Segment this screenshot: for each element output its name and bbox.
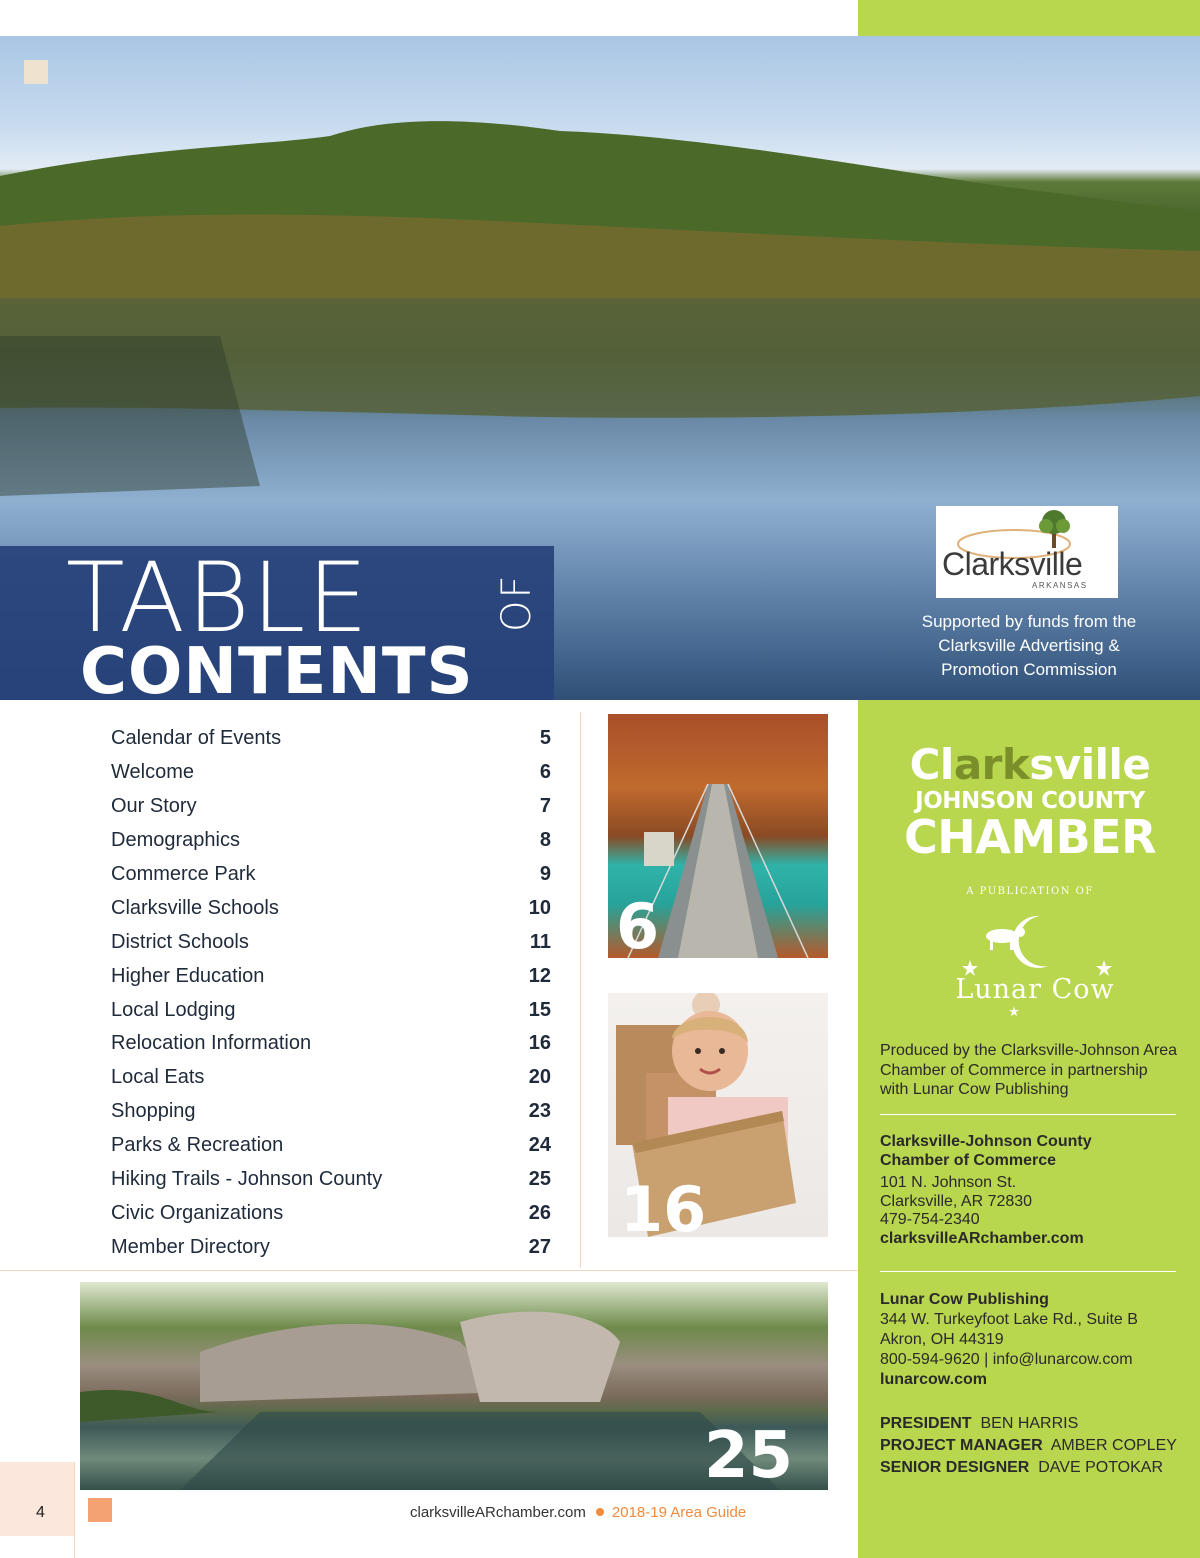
contents-item[interactable]	[111, 1196, 551, 1230]
contents-item[interactable]	[111, 1230, 551, 1264]
footer-divider	[74, 1462, 75, 1558]
chamber-logo-post: sville	[1029, 740, 1151, 789]
contents-item[interactable]	[111, 1129, 551, 1163]
chamber-logo	[880, 740, 1180, 864]
footer-square	[88, 1498, 112, 1522]
produced-by-text: Produced by the Clarksville-Johnson Area Chamber of Commerce in partnership with Lunar Cow Publishing	[880, 1042, 1178, 1098]
sponsor-logo-word: Clarksville	[942, 546, 1083, 582]
contents-label: Member Directory	[111, 1235, 270, 1258]
chamber-contact-web[interactable]: clarksvilleARchamber.com	[880, 1229, 1084, 1247]
title-of-text: OF	[494, 573, 540, 632]
chamber-logo-line1	[880, 742, 1180, 788]
contents-page: 23	[528, 1100, 551, 1123]
title-contents: CONTENTS	[80, 635, 474, 709]
contents-item[interactable]	[111, 1095, 551, 1129]
footer-corner-block	[0, 1462, 74, 1536]
rocks-water-photo[interactable]	[80, 1282, 828, 1490]
corner-marker	[24, 60, 48, 84]
contents-item[interactable]	[111, 756, 551, 790]
lunar-cow-icon	[944, 910, 1134, 1022]
contents-page: 27	[528, 1235, 551, 1258]
contents-item[interactable]	[111, 1061, 551, 1095]
contents-label: Our Story	[111, 795, 197, 818]
contents-page: 8	[539, 829, 551, 852]
staff-row	[880, 1457, 1180, 1479]
staff-role: SENIOR DESIGNER	[880, 1459, 1030, 1476]
contents-page: 26	[528, 1201, 551, 1224]
title-table: TABLE	[66, 542, 370, 654]
publisher-address2: Akron, OH 44319	[880, 1331, 1004, 1348]
staff-row	[880, 1413, 1180, 1435]
publication-of-label: A PUBLICATION OF	[966, 886, 1094, 897]
publisher-phone-email[interactable]: 800-594-9620 | info@lunarcow.com	[880, 1351, 1133, 1368]
chamber-contact-phone: 479-754-2340	[880, 1211, 980, 1228]
child-box-photo[interactable]	[608, 993, 828, 1237]
divider-vertical	[580, 712, 581, 1268]
footer-guide: 2018-19 Area Guide	[611, 1504, 747, 1521]
footer-text	[410, 1504, 746, 1521]
publisher-web[interactable]: lunarcow.com	[880, 1371, 987, 1388]
contents-label: Calendar of Events	[111, 727, 282, 750]
contents-page: 7	[539, 795, 551, 818]
chamber-contact-address1: 101 N. Johnson St.	[880, 1174, 1017, 1191]
contents-label: Civic Organizations	[111, 1201, 284, 1224]
contents-label: Parks & Recreation	[111, 1134, 284, 1157]
staff-name: AMBER COPLEY	[1050, 1437, 1177, 1454]
contents-item[interactable]	[111, 858, 551, 892]
contents-label: Local Lodging	[111, 998, 236, 1021]
contents-item[interactable]	[111, 959, 551, 993]
contents-page: 5	[539, 727, 551, 750]
contents-item[interactable]	[111, 993, 551, 1027]
staff-list	[880, 1413, 1180, 1479]
contents-page: 25	[528, 1168, 551, 1191]
side-divider	[880, 1271, 1176, 1272]
contents-page: 9	[539, 863, 551, 885]
page-number: 4	[36, 1504, 45, 1521]
chamber-contact-name: Clarksville-Johnson County Chamber of Commerce	[880, 1133, 1092, 1169]
staff-row	[880, 1435, 1180, 1457]
contents-item[interactable]	[111, 790, 551, 824]
contents-label: Commerce Park	[111, 863, 256, 885]
contents-label: Relocation Information	[111, 1032, 312, 1055]
child-page-number: 16	[620, 1173, 707, 1237]
clarksville-sponsor-logo	[936, 506, 1118, 598]
contents-page: 16	[528, 1032, 551, 1055]
contents-label: Higher Education	[111, 964, 265, 987]
publisher-name: Lunar Cow Publishing	[880, 1291, 1049, 1308]
publisher-address1: 344 W. Turkeyfoot Lake Rd., Suite B	[880, 1311, 1138, 1328]
contents-page: 6	[539, 761, 551, 784]
side-divider	[880, 1114, 1176, 1115]
contents-item[interactable]	[111, 925, 551, 959]
contents-page: 15	[528, 998, 551, 1021]
chamber-logo-line2: JOHNSON COUNTY	[915, 788, 1145, 814]
contents-item[interactable]	[111, 824, 551, 858]
contents-label: Shopping	[111, 1100, 196, 1123]
title-of	[486, 573, 546, 632]
chamber-contact-address2: Clarksville, AR 72830	[880, 1192, 1033, 1210]
lunar-cow-wordmark: Lunar Cow	[955, 974, 1115, 1005]
staff-name: BEN HARRIS	[980, 1415, 1079, 1432]
contents-label: Hiking Trails - Johnson County	[111, 1168, 383, 1191]
contents-page: 11	[529, 930, 551, 953]
chamber-logo-highlight: ark	[953, 740, 1030, 789]
divider-horizontal	[0, 1270, 858, 1271]
staff-name: DAVE POTOKAR	[1038, 1459, 1164, 1476]
contents-list	[111, 722, 551, 1264]
contents-label: Local Eats	[111, 1066, 205, 1089]
contents-label: Demographics	[111, 829, 240, 852]
contents-label: District Schools	[111, 930, 249, 953]
contents-page: 20	[528, 1066, 551, 1089]
footer-site[interactable]: clarksvilleARchamber.com	[410, 1504, 586, 1521]
sponsor-logo-sub: ARKANSAS	[1032, 581, 1088, 590]
chamber-logo-pre: Cl	[909, 740, 954, 789]
sponsor-text: Supported by funds from the Clarksville Advertising & Promotion Commission	[921, 612, 1137, 679]
rocks-page-number: 25	[704, 1419, 794, 1490]
contents-item[interactable]	[111, 1163, 551, 1197]
bridge-photo[interactable]	[608, 714, 828, 958]
chamber-contact	[880, 1133, 1180, 1248]
contents-item[interactable]	[111, 1027, 551, 1061]
chamber-logo-line3: CHAMBER	[903, 810, 1157, 864]
contents-label: Welcome	[111, 761, 194, 784]
bridge-page-number: 6	[616, 890, 660, 958]
contents-label: Clarksville Schools	[111, 896, 279, 919]
contents-page: 24	[528, 1134, 551, 1157]
staff-role: PRESIDENT	[880, 1415, 972, 1432]
contents-item[interactable]	[111, 891, 551, 925]
contents-page: 12	[528, 964, 551, 987]
contents-page: 10	[528, 896, 551, 919]
contents-item[interactable]	[111, 722, 551, 756]
staff-role: PROJECT MANAGER	[880, 1437, 1043, 1454]
publisher-contact	[880, 1290, 1180, 1390]
footer-dot-icon	[596, 1508, 604, 1516]
